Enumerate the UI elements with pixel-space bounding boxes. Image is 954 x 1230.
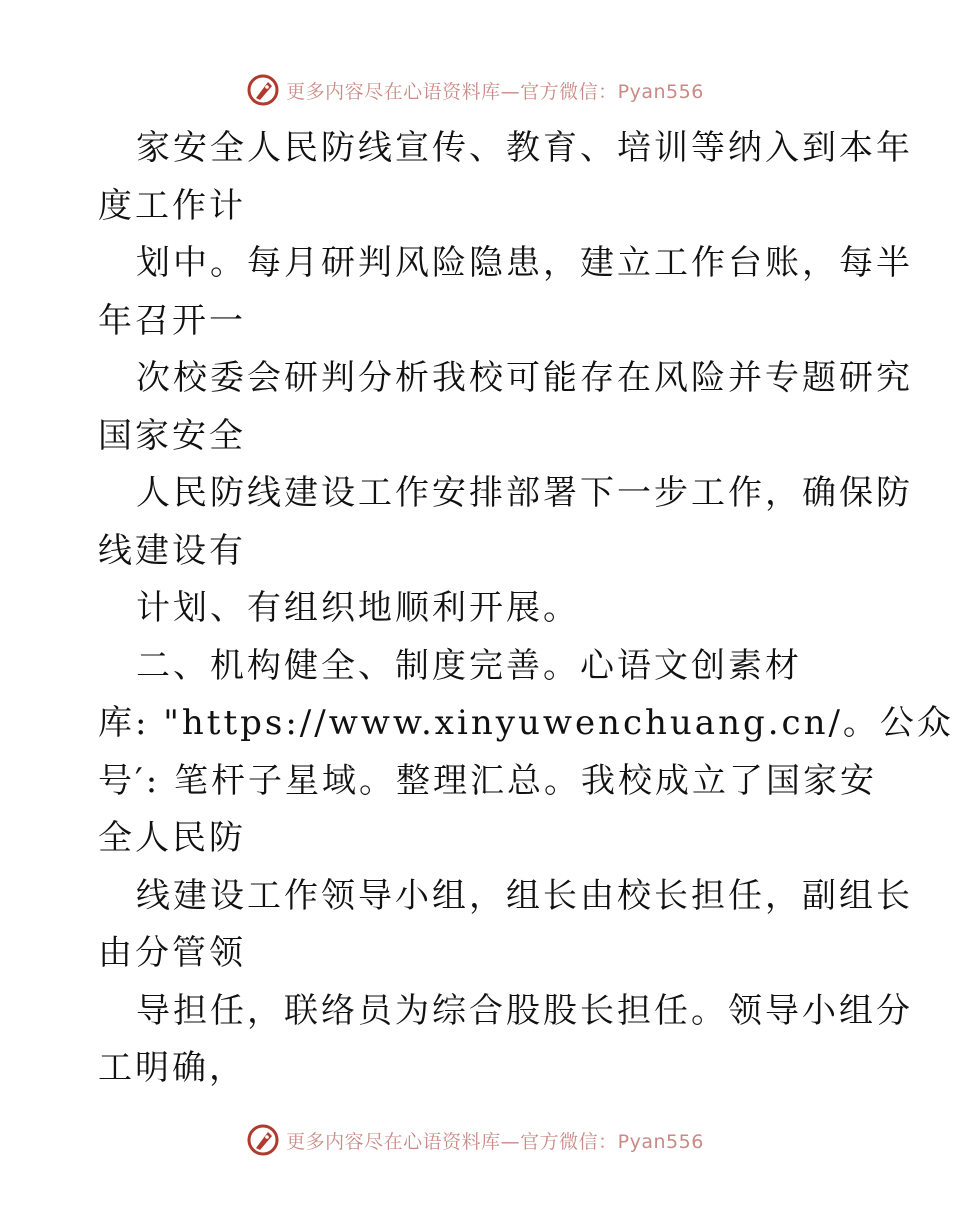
text-line: 计划、有组织地顺利开展。 bbox=[136, 588, 580, 628]
text-line: 库: "https://www.xinyuwenchuang.cn/。公众 bbox=[98, 703, 954, 743]
text-line: 二、机构健全、制度完善。心语文创素材 bbox=[136, 645, 802, 686]
header-banner-text: 更多内容尽在心语资料库—官方微信：Pyan556 bbox=[286, 80, 704, 103]
text-line: 线建设工作领导小组，组长由校长担任，副组长 bbox=[136, 875, 913, 916]
text-line: 全人民防 bbox=[98, 818, 246, 858]
text-line: 工明确， bbox=[98, 1048, 246, 1088]
pen-nib-logo-icon bbox=[246, 1123, 280, 1157]
text-line: 导担任，联络员为综合股股长担任。领导小组分 bbox=[136, 990, 913, 1031]
text-line: 号′: 笔杆子星域。整理汇总。我校成立了国家安 bbox=[98, 760, 877, 801]
text-line: 由分管领 bbox=[98, 933, 246, 973]
text-line: 家安全人民防线宣传、教育、培训等纳入到本年 bbox=[136, 128, 913, 168]
footer-banner-text: 更多内容尽在心语资料库—官方微信：Pyan556 bbox=[286, 1130, 704, 1153]
text-line: 国家安全 bbox=[98, 415, 246, 456]
text-line: 次校委会研判分析我校可能存在风险并专题研究 bbox=[136, 358, 913, 398]
pen-nib-logo-icon bbox=[246, 73, 280, 107]
header-banner bbox=[0, 70, 950, 110]
footer-banner bbox=[0, 1120, 950, 1160]
text-line: 人民防线建设工作安排部署下一步工作，确保防 bbox=[136, 473, 913, 513]
text-line: 年召开一 bbox=[98, 300, 246, 341]
text-line: 线建设有 bbox=[98, 530, 246, 571]
text-line: 度工作计 bbox=[98, 185, 246, 226]
document-body bbox=[98, 120, 954, 1098]
text-line: 划中。每月研判风险隐患，建立工作台账，每半 bbox=[136, 243, 913, 283]
